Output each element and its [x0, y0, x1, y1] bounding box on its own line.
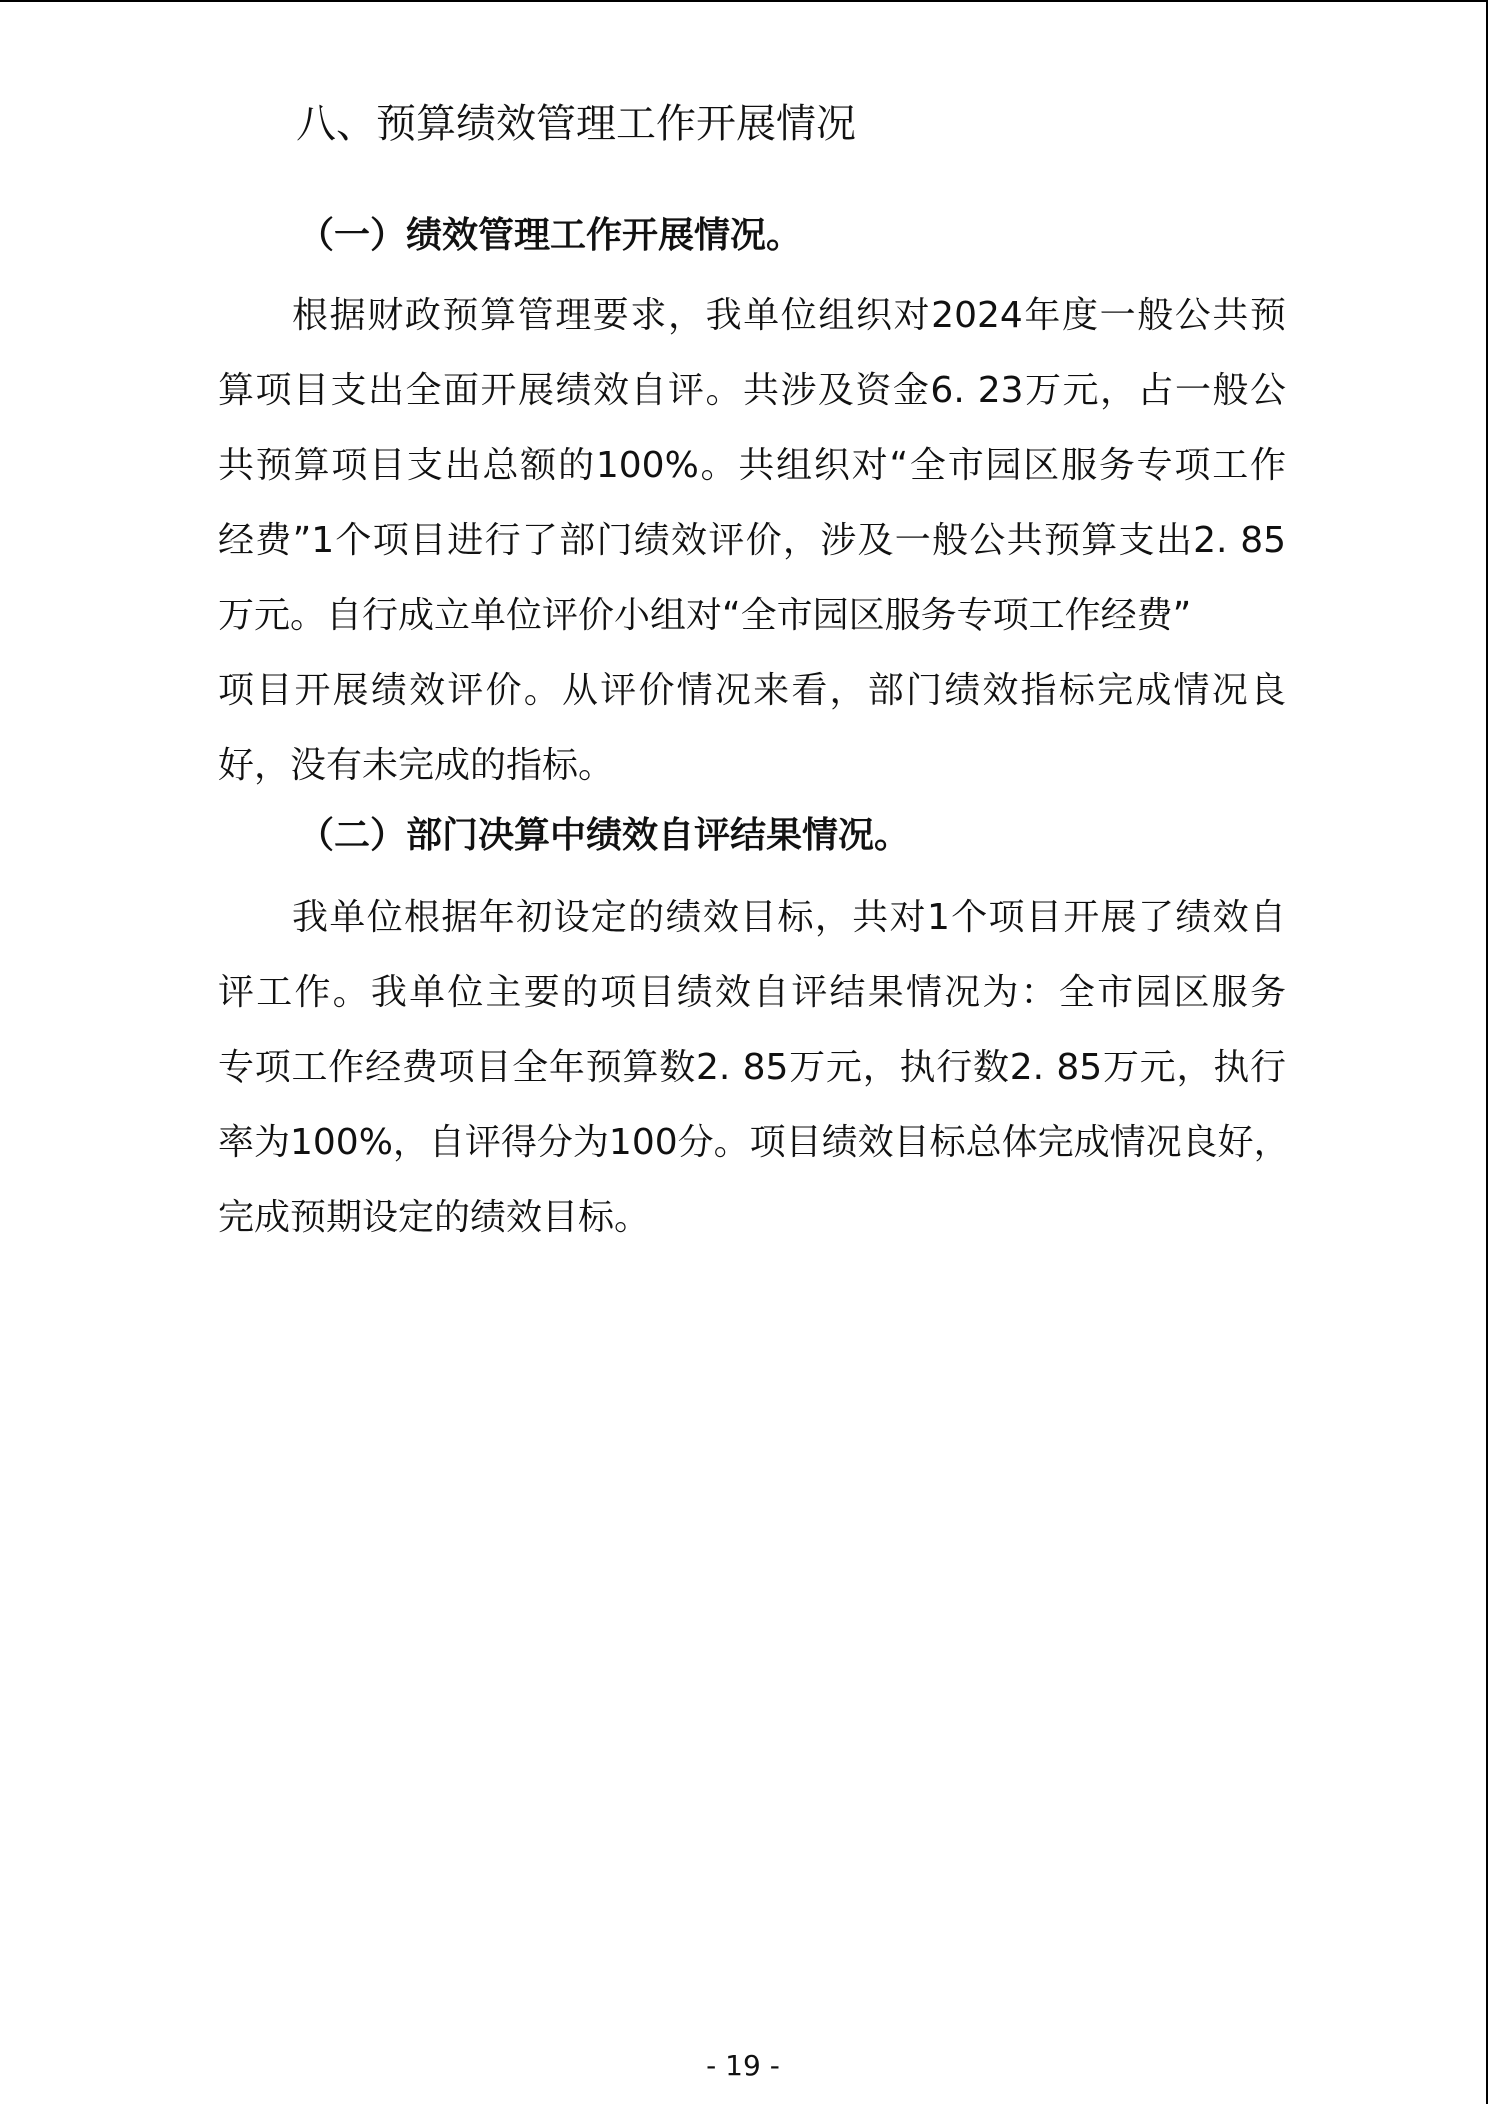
subsection-1-heading: （一）绩效管理工作开展情况。: [298, 215, 803, 256]
paragraph-line: 完成预期设定的绩效目标。: [218, 1197, 651, 1238]
paragraph-line: 率为100%，自评得分为100分。项目绩效目标总体完成情况良好，: [218, 1122, 1290, 1163]
paragraph-line: 万元。自行成立单位评价小组对“全市园区服务专项工作经费”: [218, 595, 1192, 636]
paragraph-line: 评工作。我单位主要的项目绩效自评结果情况为：全市园区服务: [218, 972, 1286, 1013]
paragraph-line: 共预算项目支出总额的100%。共组织对“全市园区服务专项工作: [218, 445, 1286, 486]
paragraph-line: 算项目支出全面开展绩效自评。共涉及资金6. 23万元，占一般公: [218, 370, 1286, 411]
subsection-2-heading: （二）部门决算中绩效自评结果情况。: [298, 815, 911, 856]
subsection-1-paragraph: [218, 278, 1286, 803]
paragraph-line: 好，没有未完成的指标。: [218, 745, 615, 786]
paragraph-line: 根据财政预算管理要求，我单位组织对2024年度一般公共预: [292, 295, 1286, 336]
paragraph-line: 项目开展绩效评价。从评价情况来看，部门绩效指标完成情况良: [218, 670, 1286, 711]
paragraph-line: 经费”1个项目进行了部门绩效评价，涉及一般公共预算支出2. 85: [218, 520, 1286, 561]
paragraph-line: 我单位根据年初设定的绩效目标，共对1个项目开展了绩效自: [292, 897, 1286, 938]
subsection-2-paragraph: [218, 880, 1290, 1255]
section-title: 八、预算绩效管理工作开展情况: [296, 101, 856, 147]
page-number: - 19 -: [706, 2049, 780, 2082]
paragraph-line: 专项工作经费项目全年预算数2. 85万元，执行数2. 85万元，执行: [218, 1047, 1286, 1088]
